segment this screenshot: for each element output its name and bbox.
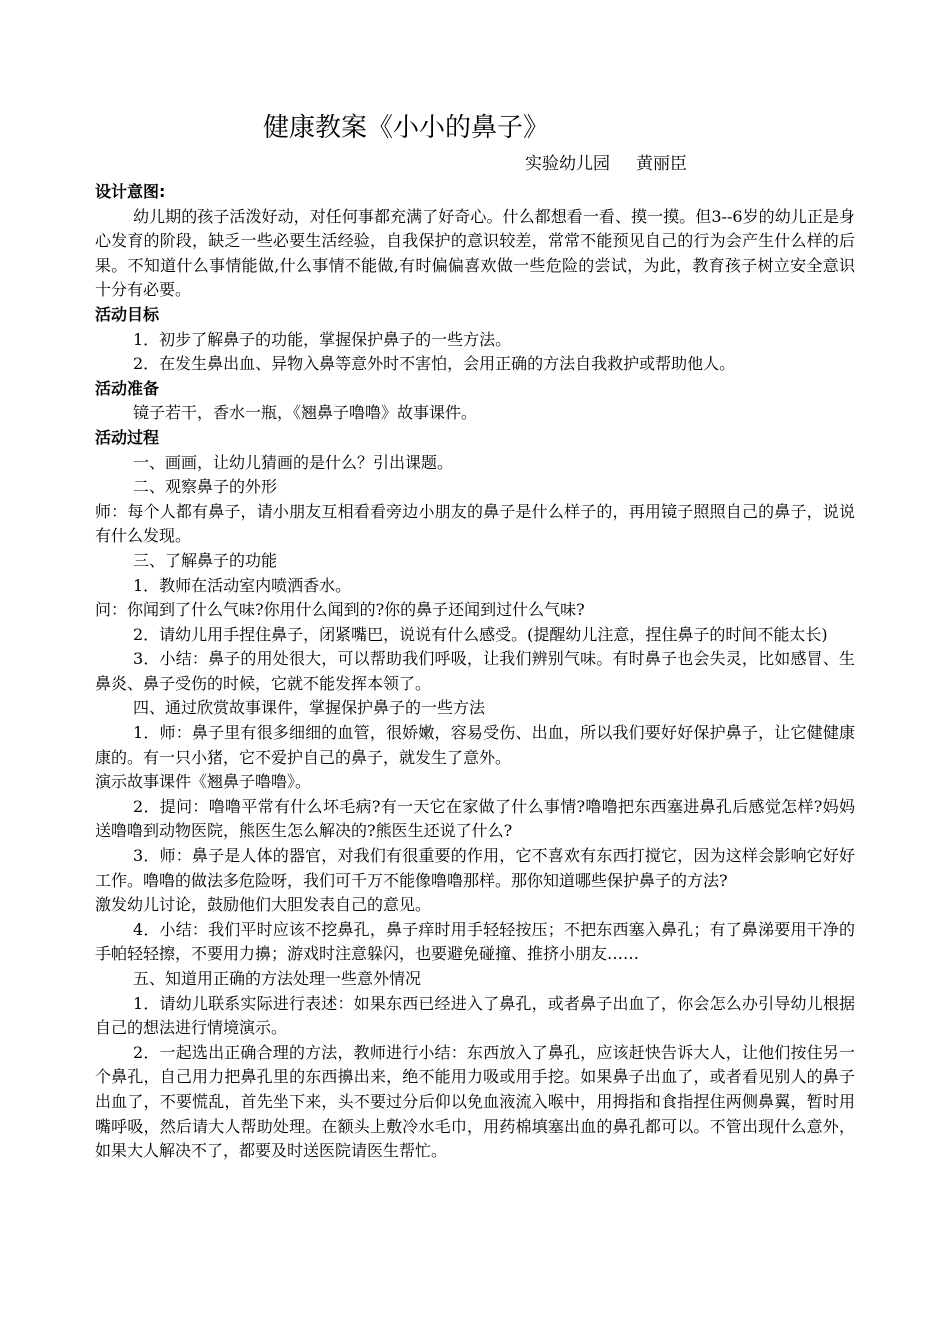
- process-paragraph: 四、通过欣赏故事课件，掌握保护鼻子的一些方法: [133, 698, 486, 718]
- process-paragraph: 三、了解鼻子的功能: [133, 550, 278, 570]
- process-paragraph: 2．请幼儿用手捏住鼻子，闭紧嘴巴，说说有什么感受。(提醒幼儿注意，捏住鼻子的时间不能太长): [133, 624, 828, 644]
- process-paragraph: 问：你闻到了什么气味?你用什么闻到的?你的鼻子还闻到过什么气味?: [95, 600, 585, 620]
- process-paragraph: 激发幼儿讨论，鼓励他们大胆发表自己的意见。: [95, 895, 432, 915]
- process-paragraph: 二、观察鼻子的外形: [133, 477, 278, 497]
- intent-paragraph: 幼儿期的孩子活泼好动，对任何事都充满了好奇心。什么都想看一看、摸一摸。但3--6岁的幼儿正是身心发育的阶段，缺乏一些必要生活经验，自我保护的意识较差，常常不能预见自己的行为会产生什么样的后果。不知道什么事情能做,什么事情不能做,有时偏偏喜欢做一些危险的尝试，为此，教育孩子树立安全意识十分有必要。: [95, 206, 855, 300]
- process-paragraph: 4．小结：我们平时应该不挖鼻孔，鼻子痒时用手轻轻按压；不把东西塞入鼻孔；有了鼻涕要用干净的手帕轻轻擦，不要用力擤；游戏时注意躲闪，也要避免碰撞、推挤小朋友……: [95, 919, 855, 964]
- process-paragraph: 3．师：鼻子是人体的器官，对我们有很重要的作用，它不喜欢有东西打搅它，因为这样会影响它好好工作。噜噜的做法多危险呀，我们可千万不能像噜噜那样。那你知道哪些保护鼻子的方法?: [95, 846, 855, 890]
- page-title: 健康教案《小小的鼻子》: [263, 113, 550, 143]
- section-heading-preparation: 活动准备: [95, 378, 160, 398]
- process-list: [95, 451, 855, 1164]
- process-paragraph: 师：每个人都有鼻子，请小朋友互相看看旁边小朋友的鼻子是什么样子的，再用镜子照照自己的鼻子，说说有什么发现。: [95, 501, 855, 546]
- process-paragraph: 3．小结：鼻子的用处很大，可以帮助我们呼吸，让我们辨别气味。有时鼻子也会失灵，比如感冒、生鼻炎、鼻子受伤的时候，它就不能发挥本领了。: [95, 649, 855, 693]
- author-school: 实验幼儿园: [525, 154, 610, 174]
- preparation-paragraph: 镜子若干，香水一瓶，《翘鼻子噜噜》故事课件。: [133, 403, 478, 423]
- goal-item: 2．在发生鼻出血、异物入鼻等意外时不害怕，会用正确的方法自我救护或帮助他人。: [133, 354, 736, 374]
- process-paragraph: 2．提问：噜噜平常有什么坏毛病?有一天它在家做了什么事情?噜噜把东西塞进鼻孔后感觉怎样?妈妈送噜噜到动物医院，熊医生怎么解决的?熊医生还说了什么?: [95, 796, 855, 841]
- goal-item: 1．初步了解鼻子的功能，掌握保护鼻子的一些方法。: [133, 329, 512, 349]
- process-paragraph: 1．教师在活动室内喷洒香水。: [133, 575, 352, 595]
- author-line: [95, 148, 855, 180]
- process-paragraph: 一、画画，让幼儿猜画的是什么？引出课题。: [133, 452, 454, 472]
- lesson-plan: [95, 108, 855, 1164]
- section-heading-intent: 设计意图:: [95, 182, 166, 201]
- process-paragraph: 五、知道用正确的方法处理一些意外情况: [133, 969, 422, 988]
- author-teacher: 黄丽臣: [636, 154, 687, 174]
- section-heading-goals: 活动目标: [95, 304, 160, 324]
- process-paragraph: 2．一起选出正确合理的方法，教师进行小结：东西放入了鼻孔，应该赶快告诉大人，让他们按住另一个鼻孔，自己用力把鼻孔里的东西擤出来，绝不能用力吸或用手挖。如果鼻子出血了，或者看见别人的鼻子出血了，不要慌乱，首先坐下来，头不要过分后仰以免血液流入喉中，用拇指和食指捏住两侧鼻翼，暂时用嘴呼吸，然后请大人帮助处理。在额头上敷冷水毛巾，用药棉填塞出血的鼻孔都可以。不管出现什么意外，如果大人解决不了，都要及时送医院请医生帮忙。: [95, 1042, 855, 1161]
- process-paragraph: 1．请幼儿联系实际进行表述：如果东西已经进入了鼻孔，或者鼻子出血了，你会怎么办引导幼儿根据自己的想法进行情境演示。: [95, 993, 855, 1038]
- section-heading-process: 活动过程: [95, 427, 160, 447]
- process-paragraph: 1．师：鼻子里有很多细细的血管，很娇嫩，容易受伤、出血，所以我们要好好保护鼻子，让它健健康康的。有一只小猪，它不爱护自己的鼻子，就发生了意外。: [95, 723, 855, 767]
- process-paragraph: 演示故事课件《翘鼻子噜噜》。: [95, 772, 312, 792]
